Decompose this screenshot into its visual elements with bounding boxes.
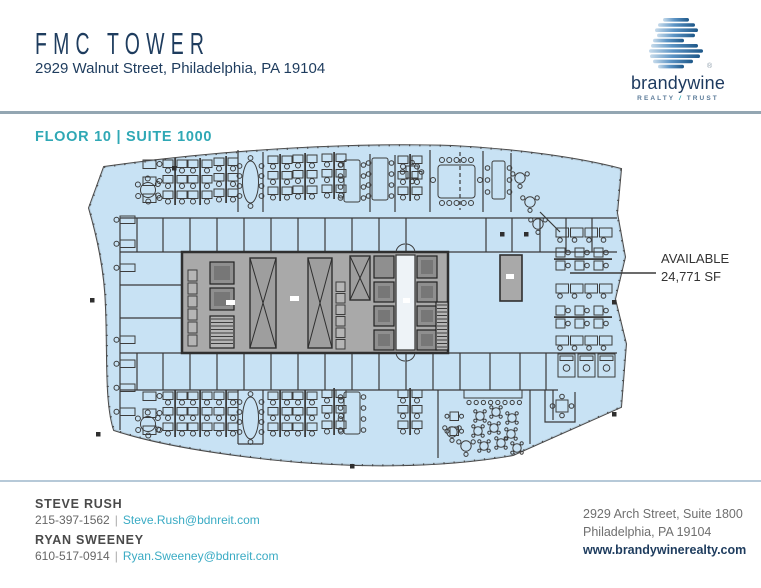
floor-suite-label: FLOOR 10 | SUITE 1000: [35, 129, 213, 145]
logo-slash: /: [678, 95, 683, 102]
contact-ryan-sweeney: [35, 533, 278, 563]
contact-name: STEVE RUSH: [35, 497, 123, 511]
separator: |: [114, 549, 118, 563]
registered-mark: ®: [707, 63, 713, 70]
contact-name: RYAN SWEENEY: [35, 533, 144, 547]
contact-phone: 215-397-1562: [35, 513, 110, 527]
contact-steve-rush: [35, 497, 260, 527]
logo-wordmark: brandywine: [630, 73, 726, 93]
building-address: 2929 Walnut Street, Philadelphia, PA 19104: [35, 60, 326, 77]
separator: |: [114, 513, 118, 527]
contact-phone: 610-517-0914: [35, 549, 110, 563]
footer-divider: [0, 480, 761, 482]
company-website-link[interactable]: www.brandywinerealty.com: [583, 543, 747, 557]
company-address-line2: Philadelphia, PA 19104: [583, 525, 712, 539]
contact-line: [35, 513, 260, 527]
logo-tagline: REALTY / TRUST: [637, 95, 719, 102]
company-address-block: [583, 505, 746, 559]
availability-label: AVAILABLE 24,771 SF: [661, 251, 730, 284]
contact-line: [35, 549, 278, 563]
building-title: FMC TOWER: [35, 27, 211, 61]
contact-email-link[interactable]: Ryan.Sweeney@bdnreit.com: [122, 549, 279, 563]
contact-email-link[interactable]: Steve.Rush@bdnreit.com: [122, 513, 260, 527]
company-address-line1: 2929 Arch Street, Suite 1800: [583, 507, 743, 521]
